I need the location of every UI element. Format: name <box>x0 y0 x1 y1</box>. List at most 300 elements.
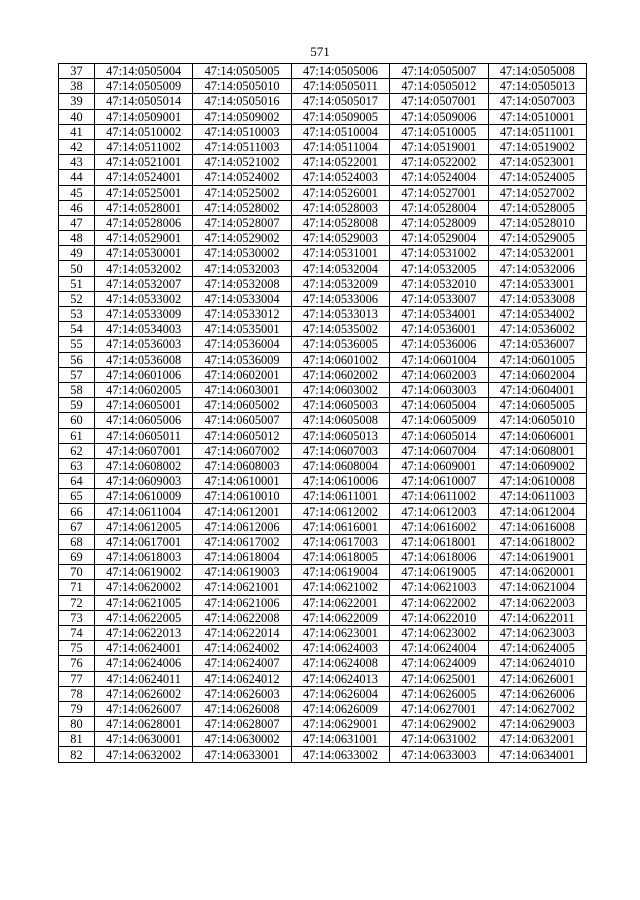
cadastral-number-cell: 47:14:0524004 <box>390 170 488 185</box>
row-number-cell: 75 <box>59 641 95 656</box>
cadastral-number-cell: 47:14:0534001 <box>390 307 488 322</box>
cadastral-number-cell: 47:14:0524003 <box>291 170 389 185</box>
cadastral-number-cell: 47:14:0618005 <box>291 550 389 565</box>
cadastral-number-cell: 47:14:0619005 <box>390 565 488 580</box>
cadastral-number-cell: 47:14:0533008 <box>488 291 586 306</box>
cadastral-number-cell: 47:14:0621002 <box>291 580 389 595</box>
cadastral-number-cell: 47:14:0532010 <box>390 276 488 291</box>
table-row <box>59 580 587 595</box>
cadastral-number-cell: 47:14:0611003 <box>488 489 586 504</box>
table-row <box>59 170 587 185</box>
cadastral-number-cell: 47:14:0521001 <box>95 155 193 170</box>
cadastral-number-cell: 47:14:0602002 <box>291 367 389 382</box>
table-row <box>59 686 587 701</box>
table-row <box>59 124 587 139</box>
cadastral-number-cell: 47:14:0609001 <box>390 458 488 473</box>
cadastral-number-cell: 47:14:0603001 <box>193 382 291 397</box>
cadastral-number-cell: 47:14:0505006 <box>291 64 389 79</box>
cadastral-number-cell: 47:14:0626003 <box>193 686 291 701</box>
table-row <box>59 109 587 124</box>
cadastral-number-cell: 47:14:0532008 <box>193 276 291 291</box>
table-row <box>59 215 587 230</box>
row-number-cell: 48 <box>59 231 95 246</box>
cadastral-number-cell: 47:14:0622003 <box>488 595 586 610</box>
table-row <box>59 231 587 246</box>
cadastral-number-cell: 47:14:0532009 <box>291 276 389 291</box>
row-number-cell: 77 <box>59 671 95 686</box>
cadastral-number-cell: 47:14:0611004 <box>95 504 193 519</box>
table-row <box>59 64 587 79</box>
table-row <box>59 185 587 200</box>
cadastral-number-cell: 47:14:0622002 <box>390 595 488 610</box>
cadastral-number-cell: 47:14:0612002 <box>291 504 389 519</box>
cadastral-number-cell: 47:14:0622005 <box>95 610 193 625</box>
table-row <box>59 94 587 109</box>
cadastral-number-cell: 47:14:0612001 <box>193 504 291 519</box>
cadastral-number-cell: 47:14:0625001 <box>390 671 488 686</box>
cadastral-number-cell: 47:14:0605002 <box>193 398 291 413</box>
cadastral-number-cell: 47:14:0529001 <box>95 231 193 246</box>
cadastral-number-cell: 47:14:0633003 <box>390 747 488 762</box>
row-number-cell: 51 <box>59 276 95 291</box>
cadastral-number-cell: 47:14:0626009 <box>291 701 389 716</box>
row-number-cell: 66 <box>59 504 95 519</box>
table-row <box>59 291 587 306</box>
cadastral-number-cell: 47:14:0612005 <box>95 519 193 534</box>
cadastral-number-cell: 47:14:0610010 <box>193 489 291 504</box>
cadastral-number-cell: 47:14:0603002 <box>291 382 389 397</box>
cadastral-number-cell: 47:14:0619003 <box>193 565 291 580</box>
cadastral-number-cell: 47:14:0524001 <box>95 170 193 185</box>
row-number-cell: 60 <box>59 413 95 428</box>
cadastral-number-cell: 47:14:0509006 <box>390 109 488 124</box>
row-number-cell: 38 <box>59 79 95 94</box>
cadastral-number-cell: 47:14:0606001 <box>488 428 586 443</box>
cadastral-number-cell: 47:14:0602005 <box>95 382 193 397</box>
cadastral-number-cell: 47:14:0605004 <box>390 398 488 413</box>
cadastral-number-cell: 47:14:0524002 <box>193 170 291 185</box>
cadastral-number-cell: 47:14:0627002 <box>488 701 586 716</box>
cadastral-number-cell: 47:14:0630001 <box>95 732 193 747</box>
cadastral-number-cell: 47:14:0603003 <box>390 382 488 397</box>
cadastral-number-cell: 47:14:0623003 <box>488 625 586 640</box>
table-row <box>59 307 587 322</box>
cadastral-number-cell: 47:14:0531001 <box>291 246 389 261</box>
row-number-cell: 39 <box>59 94 95 109</box>
row-number-cell: 72 <box>59 595 95 610</box>
table-row <box>59 656 587 671</box>
cadastral-number-cell: 47:14:0511003 <box>193 139 291 154</box>
cadastral-number-cell: 47:14:0527001 <box>390 185 488 200</box>
cadastral-number-cell: 47:14:0522001 <box>291 155 389 170</box>
cadastral-number-cell: 47:14:0617002 <box>193 534 291 549</box>
row-number-cell: 78 <box>59 686 95 701</box>
table-row <box>59 398 587 413</box>
cadastral-number-cell: 47:14:0622013 <box>95 625 193 640</box>
row-number-cell: 61 <box>59 428 95 443</box>
cadastral-number-cell: 47:14:0608002 <box>95 458 193 473</box>
table-row <box>59 625 587 640</box>
cadastral-number-cell: 47:14:0601002 <box>291 352 389 367</box>
cadastral-number-cell: 47:14:0505010 <box>193 79 291 94</box>
cadastral-number-cell: 47:14:0624003 <box>291 641 389 656</box>
table-row <box>59 322 587 337</box>
cadastral-number-cell: 47:14:0528009 <box>390 215 488 230</box>
cadastral-number-cell: 47:14:0626006 <box>488 686 586 701</box>
row-number-cell: 70 <box>59 565 95 580</box>
cadastral-number-cell: 47:14:0533012 <box>193 307 291 322</box>
cadastral-number-cell: 47:14:0624001 <box>95 641 193 656</box>
cadastral-number-cell: 47:14:0624008 <box>291 656 389 671</box>
cadastral-number-cell: 47:14:0505005 <box>193 64 291 79</box>
cadastral-number-cell: 47:14:0624013 <box>291 671 389 686</box>
cadastral-number-cell: 47:14:0626005 <box>390 686 488 701</box>
cadastral-number-cell: 47:14:0604001 <box>488 382 586 397</box>
cadastral-number-cell: 47:14:0505014 <box>95 94 193 109</box>
cadastral-number-cell: 47:14:0601004 <box>390 352 488 367</box>
cadastral-number-cell: 47:14:0605003 <box>291 398 389 413</box>
cadastral-number-cell: 47:14:0624002 <box>193 641 291 656</box>
table-row <box>59 428 587 443</box>
cadastral-number-cell: 47:14:0533004 <box>193 291 291 306</box>
row-number-cell: 42 <box>59 139 95 154</box>
table-row <box>59 382 587 397</box>
table-row <box>59 352 587 367</box>
cadastral-number-cell: 47:14:0524005 <box>488 170 586 185</box>
cadastral-number-cell: 47:14:0607001 <box>95 443 193 458</box>
cadastral-number-cell: 47:14:0528004 <box>390 200 488 215</box>
table-row <box>59 717 587 732</box>
cadastral-number-cell: 47:14:0617001 <box>95 534 193 549</box>
table-row <box>59 155 587 170</box>
row-number-cell: 59 <box>59 398 95 413</box>
cadastral-number-cell: 47:14:0632002 <box>95 747 193 762</box>
cadastral-number-cell: 47:14:0519002 <box>488 139 586 154</box>
cadastral-number-cell: 47:14:0616001 <box>291 519 389 534</box>
table-row <box>59 671 587 686</box>
cadastral-number-cell: 47:14:0528010 <box>488 215 586 230</box>
cadastral-number-cell: 47:14:0528006 <box>95 215 193 230</box>
cadastral-number-cell: 47:14:0607004 <box>390 443 488 458</box>
row-number-cell: 71 <box>59 580 95 595</box>
cadastral-number-cell: 47:14:0605014 <box>390 428 488 443</box>
cadastral-number-cell: 47:14:0532002 <box>95 261 193 276</box>
cadastral-number-cell: 47:14:0505004 <box>95 64 193 79</box>
cadastral-number-cell: 47:14:0628007 <box>193 717 291 732</box>
table-row <box>59 489 587 504</box>
table-row <box>59 595 587 610</box>
cadastral-number-cell: 47:14:0529003 <box>291 231 389 246</box>
table-row <box>59 701 587 716</box>
row-number-cell: 40 <box>59 109 95 124</box>
cadastral-number-cell: 47:14:0530002 <box>193 246 291 261</box>
row-number-cell: 56 <box>59 352 95 367</box>
table-row <box>59 534 587 549</box>
cadastral-number-cell: 47:14:0509002 <box>193 109 291 124</box>
row-number-cell: 80 <box>59 717 95 732</box>
cadastral-number-cell: 47:14:0528003 <box>291 200 389 215</box>
cadastral-number-cell: 47:14:0511002 <box>95 139 193 154</box>
cadastral-number-cell: 47:14:0525001 <box>95 185 193 200</box>
cadastral-number-cell: 47:14:0616002 <box>390 519 488 534</box>
cadastral-number-cell: 47:14:0629003 <box>488 717 586 732</box>
row-number-cell: 55 <box>59 337 95 352</box>
cadastral-number-cell: 47:14:0605007 <box>193 413 291 428</box>
cadastral-number-cell: 47:14:0610009 <box>95 489 193 504</box>
cadastral-number-cell: 47:14:0622014 <box>193 625 291 640</box>
cadastral-number-cell: 47:14:0624009 <box>390 656 488 671</box>
cadastral-number-cell: 47:14:0533007 <box>390 291 488 306</box>
table-row <box>59 79 587 94</box>
cadastral-number-cell: 47:14:0621001 <box>193 580 291 595</box>
cadastral-number-cell: 47:14:0633001 <box>193 747 291 762</box>
row-number-cell: 41 <box>59 124 95 139</box>
cadastral-number-cell: 47:14:0626002 <box>95 686 193 701</box>
cadastral-number-cell: 47:14:0528001 <box>95 200 193 215</box>
cadastral-number-cell: 47:14:0630002 <box>193 732 291 747</box>
cadastral-number-cell: 47:14:0624004 <box>390 641 488 656</box>
cadastral-number-cell: 47:14:0605012 <box>193 428 291 443</box>
cadastral-number-cell: 47:14:0631002 <box>390 732 488 747</box>
cadastral-number-cell: 47:14:0521002 <box>193 155 291 170</box>
cadastral-number-cell: 47:14:0528008 <box>291 215 389 230</box>
cadastral-number-cell: 47:14:0505011 <box>291 79 389 94</box>
row-number-cell: 63 <box>59 458 95 473</box>
table-row <box>59 200 587 215</box>
cadastral-number-cell: 47:14:0622010 <box>390 610 488 625</box>
cadastral-number-cell: 47:14:0624010 <box>488 656 586 671</box>
cadastral-number-cell: 47:14:0509005 <box>291 109 389 124</box>
cadastral-number-cell: 47:14:0536004 <box>193 337 291 352</box>
cadastral-number-cell: 47:14:0510004 <box>291 124 389 139</box>
row-number-cell: 43 <box>59 155 95 170</box>
cadastral-number-cell: 47:14:0505017 <box>291 94 389 109</box>
cadastral-number-cell: 47:14:0605008 <box>291 413 389 428</box>
cadastral-number-cell: 47:14:0522002 <box>390 155 488 170</box>
cadastral-number-cell: 47:14:0626008 <box>193 701 291 716</box>
cadastral-number-cell: 47:14:0628001 <box>95 717 193 732</box>
row-number-cell: 62 <box>59 443 95 458</box>
cadastral-number-cell: 47:14:0602004 <box>488 367 586 382</box>
cadastral-number-cell: 47:14:0536007 <box>488 337 586 352</box>
cadastral-number-cell: 47:14:0534003 <box>95 322 193 337</box>
cadastral-number-cell: 47:14:0533006 <box>291 291 389 306</box>
page-number: 571 <box>310 44 330 59</box>
cadastral-number-cell: 47:14:0528002 <box>193 200 291 215</box>
cadastral-number-cell: 47:14:0532003 <box>193 261 291 276</box>
table-row <box>59 550 587 565</box>
cadastral-number-cell: 47:14:0621004 <box>488 580 586 595</box>
cadastral-number-cell: 47:14:0507001 <box>390 94 488 109</box>
cadastral-number-cell: 47:14:0626001 <box>488 671 586 686</box>
cadastral-number-cell: 47:14:0624006 <box>95 656 193 671</box>
cadastral-number-cell: 47:14:0618002 <box>488 534 586 549</box>
cadastral-number-cell: 47:14:0618004 <box>193 550 291 565</box>
cadastral-number-cell: 47:14:0605001 <box>95 398 193 413</box>
table-row <box>59 276 587 291</box>
cadastral-number-cell: 47:14:0525002 <box>193 185 291 200</box>
cadastral-number-cell: 47:14:0623002 <box>390 625 488 640</box>
cadastral-number-cell: 47:14:0611002 <box>390 489 488 504</box>
cadastral-number-cell: 47:14:0530001 <box>95 246 193 261</box>
table-row <box>59 261 587 276</box>
cadastral-number-cell: 47:14:0619001 <box>488 550 586 565</box>
cadastral-number-cell: 47:14:0624005 <box>488 641 586 656</box>
cadastral-number-cell: 47:14:0624011 <box>95 671 193 686</box>
cadastral-number-cell: 47:14:0619004 <box>291 565 389 580</box>
cadastral-number-cell: 47:14:0528005 <box>488 200 586 215</box>
row-number-cell: 68 <box>59 534 95 549</box>
cadastral-number-cell: 47:14:0505016 <box>193 94 291 109</box>
row-number-cell: 69 <box>59 550 95 565</box>
cadastral-number-cell: 47:14:0536002 <box>488 322 586 337</box>
cadastral-number-cell: 47:14:0535002 <box>291 322 389 337</box>
cadastral-number-cell: 47:14:0624007 <box>193 656 291 671</box>
cadastral-number-cell: 47:14:0619002 <box>95 565 193 580</box>
cadastral-number-cell: 47:14:0532004 <box>291 261 389 276</box>
cadastral-number-cell: 47:14:0536005 <box>291 337 389 352</box>
cadastral-number-cell: 47:14:0627001 <box>390 701 488 716</box>
cadastral-number-cell: 47:14:0510005 <box>390 124 488 139</box>
cadastral-number-cell: 47:14:0526001 <box>291 185 389 200</box>
cadastral-number-cell: 47:14:0631001 <box>291 732 389 747</box>
row-number-cell: 47 <box>59 215 95 230</box>
cadastral-number-cell: 47:14:0618003 <box>95 550 193 565</box>
cadastral-number-cell: 47:14:0536008 <box>95 352 193 367</box>
table-row <box>59 732 587 747</box>
cadastral-number-cell: 47:14:0629001 <box>291 717 389 732</box>
cadastral-number-cell: 47:14:0509001 <box>95 109 193 124</box>
cadastral-number-cell: 47:14:0605013 <box>291 428 389 443</box>
cadastral-numbers-table <box>58 63 587 763</box>
cadastral-number-cell: 47:14:0624012 <box>193 671 291 686</box>
row-number-cell: 58 <box>59 382 95 397</box>
table-row <box>59 565 587 580</box>
cadastral-number-cell: 47:14:0536003 <box>95 337 193 352</box>
table-row <box>59 246 587 261</box>
cadastral-number-cell: 47:14:0505009 <box>95 79 193 94</box>
row-number-cell: 81 <box>59 732 95 747</box>
table-row <box>59 413 587 428</box>
cadastral-number-cell: 47:14:0634001 <box>488 747 586 762</box>
table-row <box>59 474 587 489</box>
cadastral-number-cell: 47:14:0527002 <box>488 185 586 200</box>
cadastral-number-cell: 47:14:0608004 <box>291 458 389 473</box>
row-number-cell: 82 <box>59 747 95 762</box>
row-number-cell: 73 <box>59 610 95 625</box>
row-number-cell: 65 <box>59 489 95 504</box>
cadastral-number-cell: 47:14:0632001 <box>488 732 586 747</box>
cadastral-number-cell: 47:14:0605005 <box>488 398 586 413</box>
cadastral-number-cell: 47:14:0533002 <box>95 291 193 306</box>
cadastral-number-cell: 47:14:0610007 <box>390 474 488 489</box>
cadastral-number-cell: 47:14:0611001 <box>291 489 389 504</box>
row-number-cell: 67 <box>59 519 95 534</box>
row-number-cell: 50 <box>59 261 95 276</box>
row-number-cell: 79 <box>59 701 95 716</box>
cadastral-number-cell: 47:14:0609003 <box>95 474 193 489</box>
table-row <box>59 367 587 382</box>
cadastral-number-cell: 47:14:0622001 <box>291 595 389 610</box>
cadastral-number-cell: 47:14:0633002 <box>291 747 389 762</box>
cadastral-number-cell: 47:14:0605010 <box>488 413 586 428</box>
cadastral-number-cell: 47:14:0529002 <box>193 231 291 246</box>
cadastral-number-cell: 47:14:0510003 <box>193 124 291 139</box>
cadastral-number-cell: 47:14:0621006 <box>193 595 291 610</box>
cadastral-number-cell: 47:14:0605009 <box>390 413 488 428</box>
cadastral-number-cell: 47:14:0534002 <box>488 307 586 322</box>
cadastral-number-cell: 47:14:0532006 <box>488 261 586 276</box>
table-row <box>59 641 587 656</box>
row-number-cell: 54 <box>59 322 95 337</box>
cadastral-number-cell: 47:14:0602003 <box>390 367 488 382</box>
cadastral-number-cell: 47:14:0510001 <box>488 109 586 124</box>
row-number-cell: 45 <box>59 185 95 200</box>
cadastral-number-cell: 47:14:0602001 <box>193 367 291 382</box>
cadastral-number-cell: 47:14:0621005 <box>95 595 193 610</box>
cadastral-number-cell: 47:14:0623001 <box>291 625 389 640</box>
cadastral-number-cell: 47:14:0505012 <box>390 79 488 94</box>
cadastral-number-cell: 47:14:0605006 <box>95 413 193 428</box>
cadastral-number-cell: 47:14:0607003 <box>291 443 389 458</box>
cadastral-number-cell: 47:14:0511004 <box>291 139 389 154</box>
cadastral-number-cell: 47:14:0535001 <box>193 322 291 337</box>
cadastral-number-cell: 47:14:0533013 <box>291 307 389 322</box>
cadastral-number-cell: 47:14:0529004 <box>390 231 488 246</box>
table-row <box>59 139 587 154</box>
cadastral-number-cell: 47:14:0617003 <box>291 534 389 549</box>
row-number-cell: 37 <box>59 64 95 79</box>
table-row <box>59 519 587 534</box>
cadastral-number-cell: 47:14:0605011 <box>95 428 193 443</box>
cadastral-number-cell: 47:14:0505013 <box>488 79 586 94</box>
table-body <box>59 64 587 763</box>
cadastral-number-cell: 47:14:0626007 <box>95 701 193 716</box>
cadastral-number-cell: 47:14:0620001 <box>488 565 586 580</box>
cadastral-number-cell: 47:14:0528007 <box>193 215 291 230</box>
table-row <box>59 747 587 762</box>
cadastral-number-cell: 47:14:0608001 <box>488 443 586 458</box>
table-row <box>59 443 587 458</box>
cadastral-number-cell: 47:14:0610006 <box>291 474 389 489</box>
cadastral-number-cell: 47:14:0531002 <box>390 246 488 261</box>
cadastral-number-cell: 47:14:0533009 <box>95 307 193 322</box>
cadastral-number-cell: 47:14:0507003 <box>488 94 586 109</box>
cadastral-number-cell: 47:14:0620002 <box>95 580 193 595</box>
cadastral-number-cell: 47:14:0511001 <box>488 124 586 139</box>
cadastral-number-cell: 47:14:0616008 <box>488 519 586 534</box>
cadastral-number-cell: 47:14:0618001 <box>390 534 488 549</box>
cadastral-number-cell: 47:14:0607002 <box>193 443 291 458</box>
cadastral-number-cell: 47:14:0622009 <box>291 610 389 625</box>
cadastral-number-cell: 47:14:0626004 <box>291 686 389 701</box>
table-row <box>59 337 587 352</box>
cadastral-number-cell: 47:14:0621003 <box>390 580 488 595</box>
cadastral-number-cell: 47:14:0601005 <box>488 352 586 367</box>
row-number-cell: 49 <box>59 246 95 261</box>
cadastral-number-cell: 47:14:0612003 <box>390 504 488 519</box>
cadastral-number-cell: 47:14:0610001 <box>193 474 291 489</box>
table-row <box>59 458 587 473</box>
cadastral-number-cell: 47:14:0533001 <box>488 276 586 291</box>
cadastral-number-cell: 47:14:0505007 <box>390 64 488 79</box>
cadastral-number-cell: 47:14:0536006 <box>390 337 488 352</box>
row-number-cell: 53 <box>59 307 95 322</box>
row-number-cell: 74 <box>59 625 95 640</box>
cadastral-number-cell: 47:14:0529005 <box>488 231 586 246</box>
cadastral-number-cell: 47:14:0612004 <box>488 504 586 519</box>
table-row <box>59 610 587 625</box>
